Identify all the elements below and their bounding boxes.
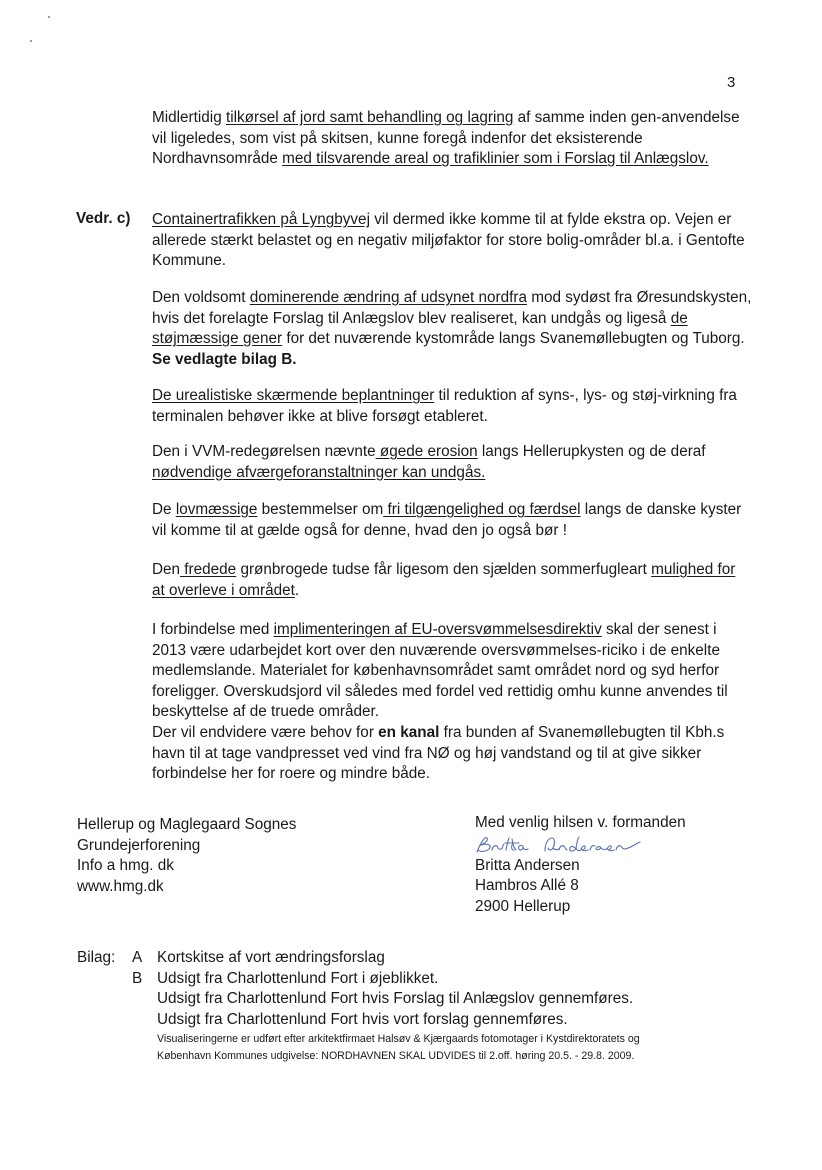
paragraph-coast-access: De lovmæssige bestemmelser om fri tilgængelighed og færdsel langs de danske kyster vil komme til at gælde også for denne, hvad den jo også bør ! [152, 501, 742, 539]
paragraph-plantings: De urealistiske skærmende beplantninger til reduktion af syns-, lys- og støj-virkning fra terminalen behøver ikke at blive forsøgt etableret. [152, 387, 737, 425]
sender-org-line2: Grundejerforening [77, 836, 201, 854]
attachment-b [77, 969, 757, 990]
attachment-b-line2 [77, 989, 757, 1010]
sender-street: Hambros Allé 8 [475, 877, 579, 895]
paragraph-soil-handling: Midlertidig tilkørsel af jord samt behandling og lagring af samme inden gen-anvendelse vil ligeledes, som vist på skitsen, kunne foregå indenfor det eksisterende Nordhavnsområde med tilsvarende areal og trafiklinier som i Forslag til Anlægslov. [152, 109, 740, 168]
visualization-note-line1: Visualiseringerne er udført efter arkitektfirmaet Halsøv & Kjærgaards fotomotager i Kystdirektoratets og [157, 1033, 640, 1046]
attachment-b-line3 [77, 1010, 757, 1031]
page-number: 3 [727, 74, 736, 91]
scan-speck [30, 40, 32, 42]
paragraph-erosion: Den i VVM-redegørelsen nævnte øgede erosion langs Hellerupkysten og de deraf nødvendige afværgeforanstaltninger kan undgås. [152, 443, 706, 481]
attachment-letter: B [132, 969, 143, 987]
attachment-letter: A [132, 949, 143, 966]
attachments-list [77, 948, 757, 1063]
sender-name: Britta Andersen [475, 856, 580, 874]
attachment-text: Kortskitse af vort ændringsforslag [157, 949, 385, 966]
attachment-text: Udsigt fra Charlottenlund Fort i øjeblikket. [157, 969, 439, 987]
closing-block [475, 813, 725, 917]
sender-website: www.hmg.dk [77, 877, 164, 895]
paragraph-container-traffic: Containertrafikken på Lyngbyvej vil dermed ikke komme til at fylde ekstra op. Vejen er allerede stærkt belastet og en negativ miljøfaktor for store bolig-områder bl.a. i Gentofte Kommune. [152, 211, 745, 270]
sender-city: 2900 Hellerup [475, 897, 571, 915]
attachment-text: Udsigt fra Charlottenlund Fort hvis vort forslag gennemføres. [157, 1010, 568, 1028]
attachments-label: Bilag: [77, 949, 116, 966]
paragraph-view-change: Den voldsomt dominerende ændring af udsynet nordfra mod sydøst fra Øresundskysten, hvis det forelagte Forslag til Anlægslov blev realiseret, kan undgås og ligeså de støjmæssige gener for det nuværende kystområde langs Svanemøllebugten og Tuborg. Se vedlagte bilag B. [152, 289, 752, 368]
section-label-vedr-c: Vedr. c) [76, 210, 131, 227]
attachment-text: Udsigt fra Charlottenlund Fort hvis Forslag til Anlægslov gennemføres. [157, 990, 634, 1008]
sender-email: Info a hmg. dk [77, 857, 174, 875]
sender-block [77, 815, 296, 897]
paragraph-flood-directive: I forbindelse med implimenteringen af EU-oversvømmelsesdirektiv skal der senest i 2013 være udarbejdet kort over den nuværende oversvømmelses-riciko i de enkelte medlemslande. Materialet for københavnsområdet samt området nord og syd herfor foreligger. Overskudsjord vil således med fordel ved rettidig omhu kunne anvendes til beskyttelse af de truede områder. Der vil endvidere være behov for en kanal fra bunden af Svanemøllebugten til Kbh.s havn til at tage vandpresset ved vind fra NØ og høj vandstand og til at give sikker forbindelse her for roere og mindre både. [152, 621, 728, 783]
visualization-note-line2: København Kommunes udgivelse: NORDHAVNEN SKAL UDVIDES til 2.off. høring 20.5. - 29.8. 2009. [157, 1050, 635, 1063]
sender-org-line1: Hellerup og Maglegaard Sognes [77, 816, 297, 833]
paragraph-protected-species: Den fredede grønbrogede tudse får ligesom den sjælden sommerfugleart mulighed for at overleve i området. [152, 561, 736, 599]
closing-greeting: Med venlig hilsen v. formanden [475, 814, 686, 831]
attachment-a [77, 948, 757, 969]
scan-speck [48, 16, 50, 18]
handwritten-signature [475, 834, 725, 856]
